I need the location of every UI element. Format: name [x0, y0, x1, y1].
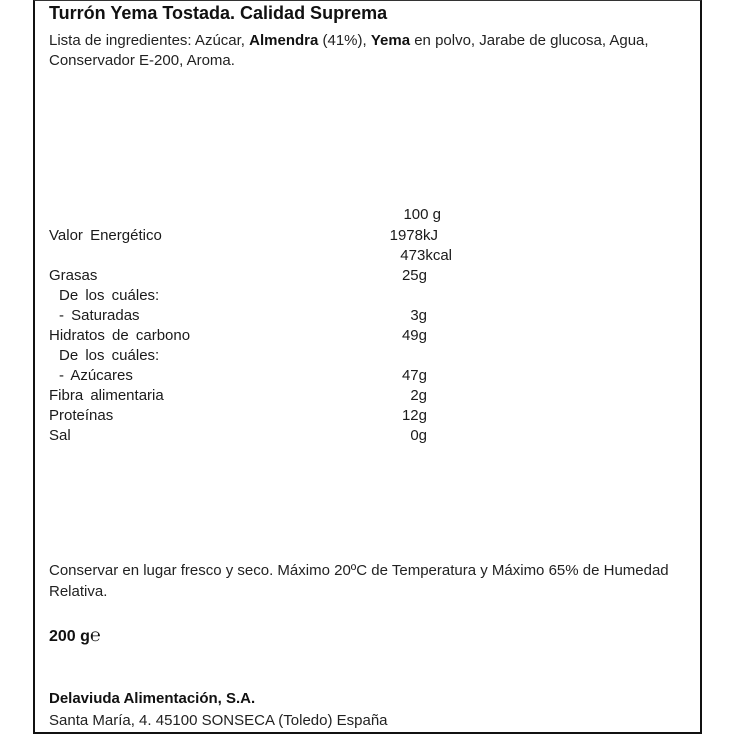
estimated-sign-icon: ℮ [89, 625, 101, 646]
nutrition-row: De los cuáles: [59, 287, 160, 304]
company-address: Santa María, 4. 45100 SONSECA (Toledo) España [49, 712, 388, 729]
nutrition-row: - Saturadas 3g [59, 307, 427, 324]
company-name: Delaviuda Alimentación, S.A. [49, 690, 256, 707]
nutrition-row: - Azúcares 47g [59, 367, 427, 384]
product-label [33, 0, 702, 734]
ingredients-prefix: Lista de ingredientes: Azúcar, [49, 32, 250, 49]
ingredients-mid: (41%), [318, 32, 371, 49]
per-100g-header: 100 g [403, 206, 441, 223]
ingredient-yema: Yema [370, 32, 411, 49]
ingredients-list [49, 31, 649, 71]
ingredient-almendra: Almendra [249, 32, 319, 49]
nutrition-row: Proteínas 12g [49, 407, 427, 424]
ingredients-suffix: en polvo, Jarabe de glucosa, Agua, Conservador E-200, Aroma. [49, 32, 649, 69]
nutrition-row: Grasas 25g [49, 267, 427, 284]
nutrition-row: Valor Energético 1978kJ [49, 227, 438, 244]
storage-instructions: Conservar en lugar fresco y seco. Máximo 20ºC de Temperatura y Máximo 65% de Humedad Relativa. [49, 562, 669, 600]
nutrition-header-row [49, 205, 469, 225]
net-weight [49, 625, 101, 646]
product-title: Turrón Yema Tostada. Calidad Suprema [49, 3, 388, 23]
nutrition-row: Hidratos de carbono 49g [49, 327, 427, 344]
nutrition-row: 473kcal [400, 247, 452, 264]
nutrition-row: Sal 0g [49, 427, 427, 444]
net-weight-value: 200 g [49, 628, 90, 645]
nutrition-row: De los cuáles: [59, 347, 160, 364]
nutrition-row: Fibra alimentaria 2g [49, 387, 427, 404]
